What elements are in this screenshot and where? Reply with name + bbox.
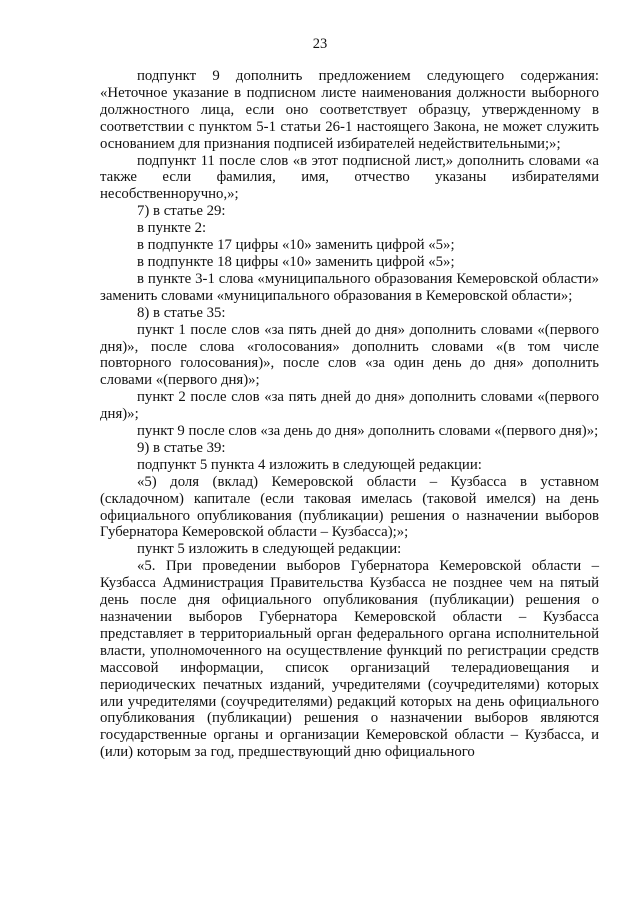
- document-body: [100, 68, 599, 761]
- paragraph-punkt-5-intro: пункт 5 изложить в следующей редакции:: [137, 541, 402, 558]
- paragraph-subpunkt-11: подпункт 11 после слов «в этот подписной лист,» дополнить словами «а также если фамилия, имя, отчество указаны избирателями несобственноручно,»;: [100, 152, 599, 203]
- paragraph-article-29: 7) в статье 29:: [137, 203, 226, 220]
- paragraph-subpunkt-17: в подпункте 17 цифры «10» заменить цифрой «5»;: [137, 237, 455, 254]
- paragraph-punkt-5-text: «5. При проведении выборов Губернатора Кемеровской области – Кузбасса Администрация Правительства Кузбасса не позднее чем на пятый день после дня официального опубликования (публикации) решения о назначении выборов Губернатора Кемеровской области – Кузбасса представляет в территориальный орган федерального органа исполнительной власти, уполномоченного на осуществление функций по регистрации средств массовой информации, список организаций телерадиовещания и периодических печатных изданий, учредителями (соучредителями) которых или учредителями (соучредителями) редакций которых на день официального опубликования (публикации) решения о назначении выборов являются государственные органы и организации Кемеровской области – Кузбасса, и (или) которым за год, предшествующий дню официального: [100, 558, 599, 761]
- paragraph-punkt-1: пункт 1 после слов «за пять дней до дня» дополнить словами «(первого дня)», после слова «голосования» дополнить словами «(в том числе повторного голосования)», после слов «за один день до дня» дополнить словами «(первого дня)»;: [100, 321, 599, 389]
- paragraph-article-39: 9) в статье 39:: [137, 439, 226, 456]
- paragraph-punkt-9-art35: пункт 9 после слов «за день до дня» дополнить словами «(первого дня)»;: [137, 423, 599, 440]
- paragraph-article-35: 8) в статье 35:: [137, 304, 226, 321]
- paragraph-subpunkt-5-text: «5) доля (вклад) Кемеровской области – Кузбасса в уставном (складочном) капитале (если таковая имелась (таковой имелся) на день официального опубликования (публикации) решения о назначении выборов Губернатора Кемеровской области – Кузбасса);»;: [100, 473, 599, 541]
- page-number: 23: [312, 36, 328, 52]
- paragraph-punkt-3-1: в пункте 3-1 слова «муниципального образования Кемеровской области» заменить словами «муниципального образования в Кемеровской области»;: [100, 270, 599, 304]
- paragraph-subpunkt-9: подпункт 9 дополнить предложением следующего содержания: «Неточное указание в подписном листе наименования должности выборного должностного лица, если оно соответствует образцу, утвержденному в соответствии с пунктом 5-1 статьи 26-1 настоящего Закона, не может служить основанием для признания подписей избирателей недействительными;»;: [100, 68, 599, 152]
- paragraph-subpunkt-5-intro: подпункт 5 пункта 4 изложить в следующей редакции:: [137, 456, 482, 473]
- paragraph-punkt-2: в пункте 2:: [137, 220, 207, 237]
- paragraph-punkt-2-art35: пункт 2 после слов «за пять дней до дня» дополнить словами «(первого дня)»;: [100, 389, 599, 423]
- paragraph-subpunkt-18: в подпункте 18 цифры «10» заменить цифрой «5»;: [137, 253, 455, 270]
